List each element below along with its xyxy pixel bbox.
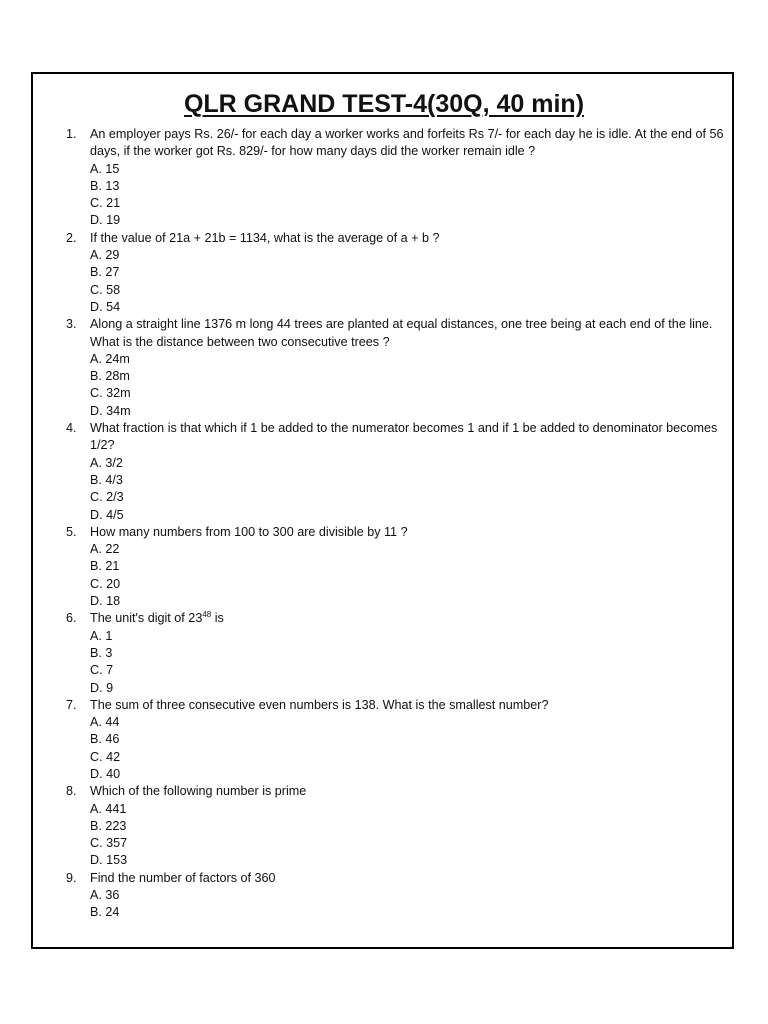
option-b: B. 24 <box>90 905 120 920</box>
question-9 <box>66 870 726 922</box>
question-number: 8. <box>66 784 77 799</box>
question-number: 7. <box>66 697 77 712</box>
option-b: B. 46 <box>90 732 120 747</box>
option-d: D. 34m <box>90 403 131 418</box>
option-d: D. 4/5 <box>90 507 124 522</box>
option-c: C. 21 <box>90 196 121 211</box>
option-d: D. 153 <box>90 853 128 868</box>
option-a: A. 24m <box>90 351 130 366</box>
question-number: 5. <box>66 524 77 539</box>
page-title <box>0 87 768 121</box>
option-c: C. 7 <box>90 663 114 678</box>
question-2 <box>66 230 726 316</box>
option-a: A. 1 <box>90 628 113 643</box>
option-d: D. 40 <box>90 766 121 781</box>
question-7 <box>66 697 726 783</box>
option-d: D. 18 <box>90 594 121 609</box>
question-number: 1. <box>66 127 77 141</box>
option-d: D. 9 <box>90 680 114 695</box>
option-a: A. 36 <box>90 888 120 903</box>
question-list <box>66 126 726 922</box>
question-text: An employer pays Rs. 26/- for each day a worker works and forfeits Rs 7/- for each day he is idle. At the end of 56 days, if the worker got Rs. 829/- for how many days did the worker remain idle ? <box>90 127 724 159</box>
question-text: Along a straight line 1376 m long 44 trees are planted at equal distances, one tree being at each end of the line. What is the distance between two consecutive trees ? <box>90 317 713 349</box>
option-a: A. 441 <box>90 801 127 816</box>
option-b: B. 3 <box>90 645 113 660</box>
question-4 <box>66 420 726 524</box>
option-b: B. 4/3 <box>90 472 123 487</box>
question-text: Find the number of factors of 360 <box>90 870 276 885</box>
question-text-tail: is <box>211 611 224 626</box>
option-c: C. 58 <box>90 282 121 297</box>
question-number: 2. <box>66 230 77 245</box>
option-a: A. 3/2 <box>90 455 123 470</box>
question-3 <box>66 316 726 420</box>
question-number: 3. <box>66 317 77 332</box>
question-8 <box>66 783 726 869</box>
title-text: QLR GRAND TEST-4(30Q, 40 min) <box>183 90 585 118</box>
option-b: B. 223 <box>90 818 127 833</box>
option-d: D. 54 <box>90 299 121 314</box>
option-d: D. 19 <box>90 213 121 228</box>
option-c: C. 20 <box>90 576 121 591</box>
question-text: If the value of 21a + 21b = 1134, what is the average of a + b ? <box>90 230 440 245</box>
question-5 <box>66 524 726 610</box>
option-b: B. 13 <box>90 178 120 193</box>
exponent: 48 <box>202 610 212 620</box>
option-c: C. 42 <box>90 749 121 764</box>
question-number: 6. <box>66 611 77 626</box>
question-text <box>90 610 726 627</box>
option-b: B. 21 <box>90 559 120 574</box>
question-number: 4. <box>66 421 77 436</box>
question-text: How many numbers from 100 to 300 are divisible by 11 ? <box>90 524 408 539</box>
option-b: B. 28m <box>90 369 130 384</box>
question-number: 9. <box>66 870 77 885</box>
option-c: C. 32m <box>90 386 131 401</box>
question-text: Which of the following number is prime <box>90 784 307 799</box>
question-text: What fraction is that which if 1 be added to the numerator becomes 1 and if 1 be added to denominator becomes 1/2? <box>90 421 718 453</box>
question-6 <box>66 610 726 696</box>
option-a: A. 22 <box>90 542 120 557</box>
option-a: A. 29 <box>90 248 120 263</box>
question-1 <box>66 126 726 230</box>
option-c: C. 357 <box>90 836 128 851</box>
option-b: B. 27 <box>90 265 120 280</box>
question-text: The sum of three consecutive even numbers is 138. What is the smallest number? <box>90 697 549 712</box>
option-a: A. 15 <box>90 161 120 176</box>
question-text-base: The unit's digit of 23 <box>90 611 203 626</box>
option-c: C. 2/3 <box>90 490 124 505</box>
option-a: A. 44 <box>90 715 120 730</box>
